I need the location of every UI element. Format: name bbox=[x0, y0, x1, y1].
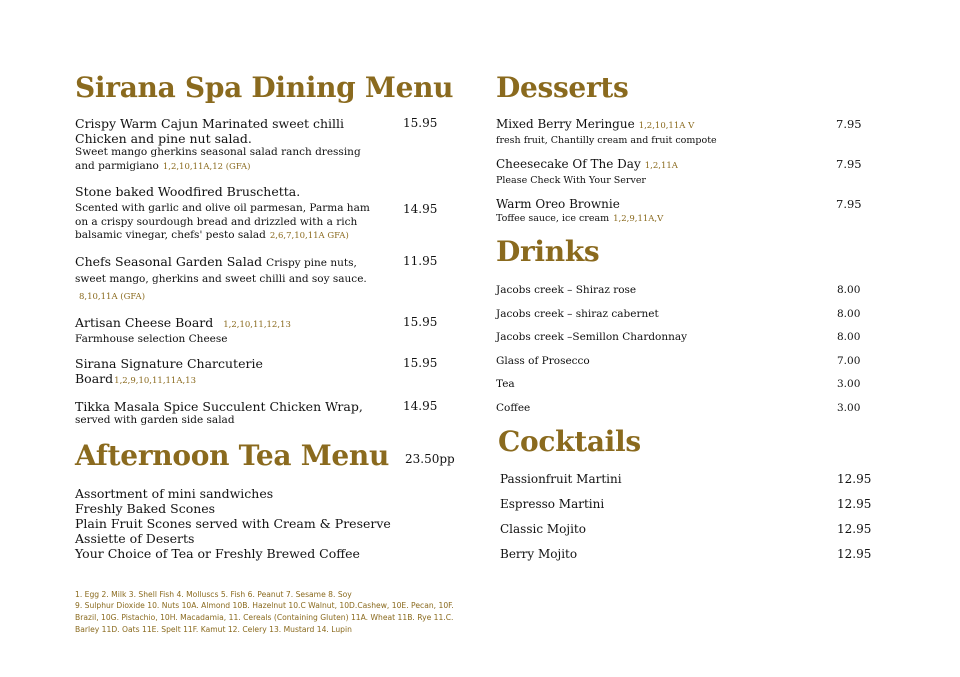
menu-item bbox=[75, 254, 460, 305]
drinks-list bbox=[496, 284, 876, 425]
item-price: 7.95 bbox=[836, 157, 862, 171]
allergen-key: 1. Egg 2. Milk 3. Shell Fish 4. Molluscs 5. Fish 6. Peanut 7. Sesame 8. Soy 9. Sulphur Dioxide 10. Nuts 10A. Almond 10B. Hazelnut 10.C Walnut, 10D.Cashew, 10E. Pecan, 10F. Brazil, 10G. Pistachio, 10H. Macadamia, 11. Cereals (Containing Gluten) 11A. Wheat 11B. Rye 11.C. Barley 11D. Oats 11E. Spelt 11F. Kamut 12. Celery 13. Mustard 14. Lupin bbox=[75, 589, 454, 634]
item-title: Stone baked Woodfired Bruschetta. bbox=[75, 184, 301, 199]
item-title: Warm Oreo Brownie bbox=[496, 197, 620, 211]
allergen-codes: 1,2,11A bbox=[644, 161, 678, 171]
left-column bbox=[75, 71, 460, 636]
item-title: Artisan Cheese Board bbox=[75, 314, 214, 330]
list-item bbox=[496, 522, 876, 547]
item-price: 15.95 bbox=[403, 116, 438, 130]
item-price: 11.95 bbox=[403, 253, 438, 268]
drink-name: Jacobs creek – Shiraz rose bbox=[496, 284, 637, 296]
menu-item bbox=[75, 356, 460, 389]
item-title: Mixed Berry Meringue bbox=[496, 117, 635, 131]
item-description: Farmhouse selection Cheese bbox=[75, 332, 228, 345]
drink-name: Tea bbox=[496, 378, 515, 390]
item-description: served with garden side salad bbox=[75, 414, 235, 426]
item-price: 14.95 bbox=[403, 399, 438, 413]
list-item: Your Choice of Tea or Freshly Brewed Coffee bbox=[75, 545, 360, 561]
drink-price: 8.00 bbox=[837, 331, 861, 343]
allergen-codes: 1,2,10,11A V bbox=[638, 121, 695, 131]
cocktail-price: 12.95 bbox=[837, 522, 872, 536]
list-item bbox=[496, 402, 876, 426]
drinks-heading: Drinks bbox=[496, 235, 600, 268]
cocktail-name: Classic Mojito bbox=[500, 522, 586, 536]
cocktail-name: Espresso Martini bbox=[500, 497, 605, 511]
cocktail-name: Passionfruit Martini bbox=[500, 472, 622, 486]
list-item bbox=[496, 472, 876, 497]
item-price: 7.95 bbox=[836, 197, 862, 211]
afternoon-tea-heading: Afternoon Tea Menu bbox=[75, 438, 390, 472]
menu-item bbox=[75, 184, 460, 244]
drink-price: 3.00 bbox=[837, 378, 861, 390]
allergen-codes: 1,2,10,11A,12 (GFA) bbox=[162, 161, 251, 172]
list-item bbox=[496, 497, 876, 522]
list-item bbox=[496, 331, 876, 355]
item-price: 14.95 bbox=[403, 202, 438, 216]
drink-name: Jacobs creek –Semillon Chardonnay bbox=[496, 331, 688, 343]
item-price: 7.95 bbox=[836, 117, 862, 131]
item-title: Chefs Seasonal Garden Salad bbox=[75, 253, 263, 269]
drink-price: 8.00 bbox=[837, 284, 861, 296]
menu-item bbox=[75, 315, 460, 347]
cocktail-price: 12.95 bbox=[837, 547, 872, 561]
list-item bbox=[496, 547, 876, 572]
list-item: Assortment of mini sandwiches bbox=[75, 485, 274, 501]
drink-price: 8.00 bbox=[837, 307, 861, 320]
item-title: Sirana Signature Charcuterie Board bbox=[75, 356, 263, 386]
list-item: Assiette of Deserts bbox=[75, 530, 195, 546]
right-column bbox=[496, 71, 876, 572]
item-title: Crispy Warm Cajun Marinated sweet chilli Chicken and pine nut salad. bbox=[75, 116, 345, 146]
item-description: Please Check With Your Server bbox=[496, 175, 646, 186]
list-item bbox=[496, 355, 876, 379]
allergen-codes: 1,2,10,11,12,13 bbox=[223, 319, 291, 330]
list-item: Plain Fruit Scones served with Cream & Preserve bbox=[75, 515, 391, 531]
list-item: Freshly Baked Scones bbox=[75, 500, 216, 516]
drink-price: 7.00 bbox=[837, 354, 861, 367]
cocktails-list bbox=[496, 472, 876, 572]
drink-name: Jacobs creek – shiraz cabernet bbox=[496, 307, 659, 320]
dessert-item bbox=[496, 157, 876, 187]
allergen-codes: 2,6,7,10,11A GFA) bbox=[269, 231, 349, 241]
item-price: 15.95 bbox=[403, 314, 438, 329]
item-description: Toffee sauce, ice cream bbox=[496, 213, 610, 224]
afternoon-tea-header bbox=[75, 438, 460, 472]
allergen-codes: 8,10,11A (GFA) bbox=[79, 291, 146, 302]
list-item bbox=[496, 284, 876, 308]
list-item bbox=[496, 378, 876, 402]
cocktails-heading: Cocktails bbox=[498, 425, 641, 458]
dessert-item bbox=[496, 197, 876, 226]
drink-price: 3.00 bbox=[837, 401, 861, 414]
menu-item bbox=[75, 116, 460, 174]
dining-menu-heading: Sirana Spa Dining Menu bbox=[75, 71, 454, 104]
cocktail-price: 12.95 bbox=[837, 497, 872, 511]
item-description: fresh fruit, Chantilly cream and fruit compote bbox=[496, 135, 717, 146]
item-title: Cheesecake Of The Day bbox=[496, 157, 641, 171]
drink-name: Glass of Prosecco bbox=[496, 354, 590, 367]
item-description: Sweet mango gherkins seasonal salad ranch dressing and parmigiano 1,2,10,11A,12 (GFA) bbox=[75, 146, 361, 172]
desserts-heading: Desserts bbox=[496, 71, 629, 104]
cocktail-name: Berry Mojito bbox=[500, 547, 578, 561]
item-description: Scented with garlic and olive oil parmesan, Parma ham on a crispy sourdough bread and drizzled with a rich balsamic vinegar, chefs' pesto salad 2,6,7,10,11A GFA) bbox=[75, 202, 370, 241]
list-item bbox=[496, 308, 876, 332]
item-description: Crispy pine nuts, sweet mango, gherkins and sweet chilli and soy sauce. bbox=[75, 256, 367, 285]
dessert-item bbox=[496, 117, 876, 147]
menu-item bbox=[75, 399, 460, 428]
item-price: 15.95 bbox=[403, 356, 438, 370]
allergen-codes: 1,2,9,10,11,11A,13 bbox=[114, 376, 196, 386]
afternoon-tea-list bbox=[75, 486, 460, 561]
cocktail-price: 12.95 bbox=[837, 472, 872, 486]
item-title: Tikka Masala Spice Succulent Chicken Wrap, bbox=[75, 399, 363, 414]
afternoon-tea-price: 23.50pp bbox=[405, 451, 455, 466]
drink-name: Coffee bbox=[496, 401, 531, 414]
allergen-codes: 1,2,9,11A,V bbox=[613, 214, 664, 224]
